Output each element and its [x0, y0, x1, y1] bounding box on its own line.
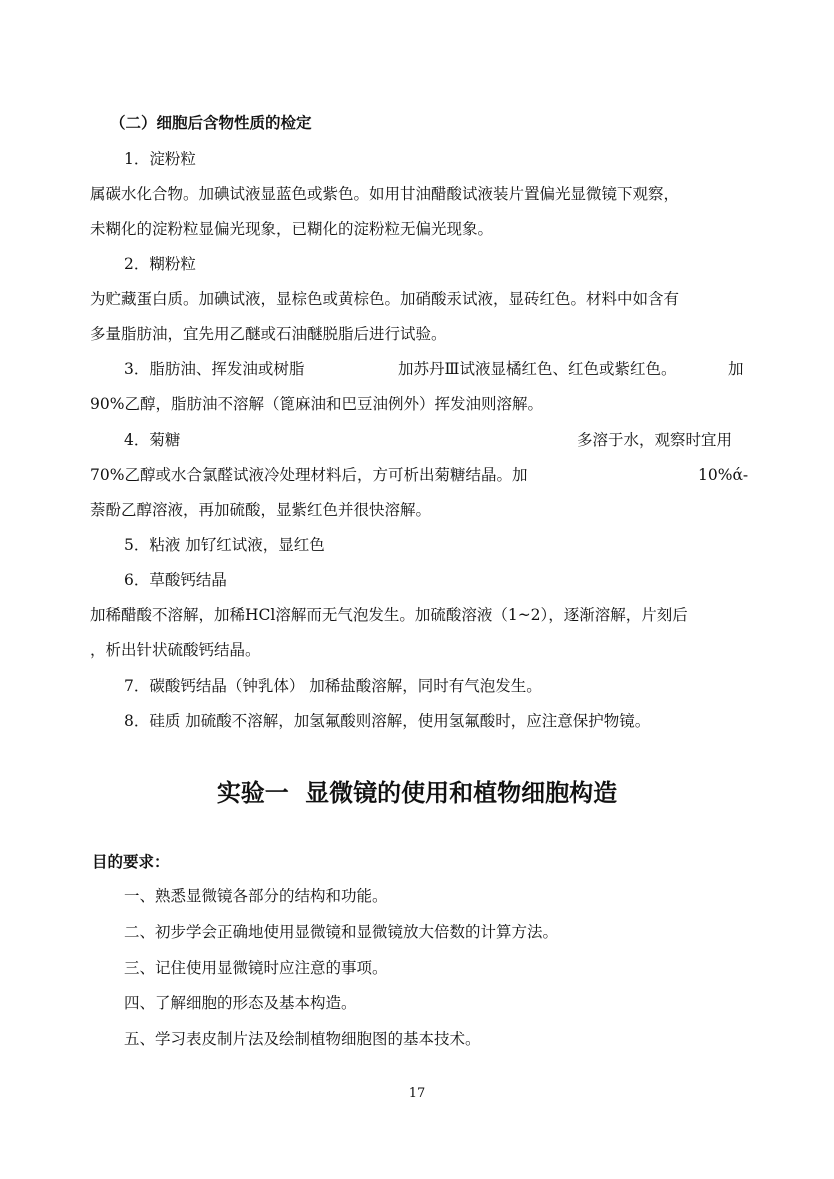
item-3-text-line2: 90%乙醇，脂肪油不溶解（篦麻油和巴豆油例外）挥发油则溶解。 — [90, 395, 543, 413]
item-2-text-line1: 为贮藏蛋白质。加碘试液，显棕色或黄棕色。加硝酸汞试液，显砖红色。材料中如含有 — [90, 290, 680, 308]
objective-item: 四、了解细胞的形态及基本构造。 — [124, 994, 357, 1012]
item-5: 5．粘液 加钌红试液，显红色 — [124, 536, 325, 554]
objective-item: 五、学习表皮制片法及绘制植物细胞图的基本技术。 — [124, 1030, 481, 1048]
section-title: （二）细胞后含物性质的检定 — [110, 114, 312, 132]
page-number: 17 — [408, 1086, 426, 1101]
item-4-text-right: 多溶于水，观察时宜用 — [577, 431, 733, 449]
objective-item: 三、记住使用显微镜时应注意的事项。 — [124, 959, 388, 977]
item-6-text-line2: ，析出针状硫酸钙结晶。 — [90, 641, 261, 659]
item-3-title: 3．脂肪油、挥发油或树脂 — [124, 360, 305, 378]
item-2-text-line2: 多量脂肪油，宜先用乙醚或石油醚脱脂后进行试验。 — [90, 325, 447, 343]
objectives-label: 目的要求： — [92, 853, 170, 871]
objective-item: 一、熟悉显微镜各部分的结构和功能。 — [124, 887, 388, 905]
item-1-text-line2: 未糊化的淀粉粒显偏光现象，已糊化的淀粉粒无偏光现象。 — [90, 220, 494, 238]
item-4-text-line3: 萘酚乙醇溶液，再加硫酸，显紫红色并很快溶解。 — [90, 501, 432, 519]
item-1-title: 1．淀粉粒 — [124, 150, 196, 168]
item-3-text-end: 加 — [728, 360, 744, 378]
item-4-text-line2: 70%乙醇或水合氯醛试液冷处理材料后，方可析出菊糖结晶。加 — [90, 466, 528, 484]
item-3-text: 加苏丹Ⅲ试液显橘红色、红色或紫红色。 — [398, 360, 677, 378]
item-8: 8．硅质 加硫酸不溶解，加氢氟酸则溶解，使用氢氟酸时，应注意保护物镜。 — [124, 712, 651, 730]
objective-item: 二、初步学会正确地使用显微镜和显微镜放大倍数的计算方法。 — [124, 923, 559, 941]
item-2-title: 2．糊粉粒 — [124, 255, 196, 273]
item-6-text-line1: 加稀醋酸不溶解，加稀HCl溶解而无气泡发生。加硫酸溶液（1~2），逐渐溶解，片刻后 — [90, 606, 688, 624]
item-1-text-line1: 属碳水化合物。加碘试液显蓝色或紫色。如用甘油醋酸试液装片置偏光显微镜下观察， — [90, 185, 680, 203]
experiment-title: 实验一 显微镜的使用和植物细胞构造 — [216, 779, 618, 807]
item-7: 7．碳酸钙结晶（钟乳体） 加稀盐酸溶解，同时有气泡发生。 — [124, 677, 542, 695]
item-4-text-line2-right: 10%ά- — [698, 466, 749, 484]
item-6-title: 6．草酸钙结晶 — [124, 571, 227, 589]
item-4-title: 4．菊糖 — [124, 431, 181, 449]
